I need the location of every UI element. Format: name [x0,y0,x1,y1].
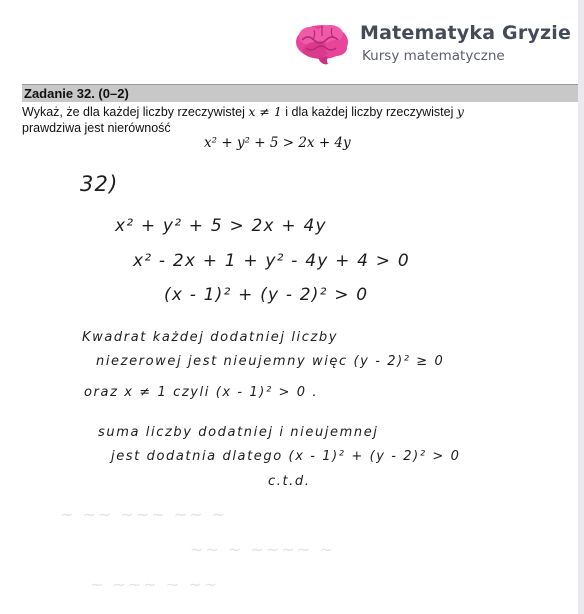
task-variable: y [456,104,464,119]
task-header-bar [22,84,578,102]
solution-qed: c.t.d. [268,474,311,489]
task-inequality: x² + y² + 5 > 2x + 4y [204,135,351,151]
show-through-scribble: ~~ ~ ~~~~ ~ [190,540,335,559]
task-text-b: i dla każdej liczby rzeczywistej [281,105,457,119]
brand-subtitle: Kursy matematyczne [362,48,505,64]
brain-icon [292,20,352,68]
page-edge [578,0,584,614]
show-through-scribble: ~ ~~~ ~ ~~ [90,575,220,594]
solution-text-5: jest dodatnia dlatego (x - 1)² + (y - 2)² > 0 [111,449,461,464]
solution-step-2: x² - 2x + 1 + y² - 4y + 4 > 0 [133,251,410,271]
brand-logo [292,14,582,74]
task-statement-line1 [22,104,464,119]
solution-text-4: suma liczby dodatniej i nieujemnej [98,425,379,440]
brand-title: Matematyka Gryzie [360,22,572,44]
show-through-scribble: ~ ~~ ~~~ ~~ ~ [60,505,227,524]
task-title: Zadanie 32. (0–2) [24,86,129,101]
task-text-a: Wykaż, że dla każdej liczby rzeczywistej [22,105,249,119]
solution-text-3: oraz x ≠ 1 czyli (x - 1)² > 0 . [84,385,319,400]
task-condition: x ≠ 1 [248,104,282,119]
solution-number: 32) [80,172,119,196]
solution-step-1: x² + y² + 5 > 2x + 4y [115,216,327,236]
solution-step-3: (x - 1)² + (y - 2)² > 0 [164,285,369,305]
solution-text-2: niezerowej jest nieujemny więc (y - 2)² ≥ 0 [96,354,445,369]
task-statement-line2: prawdziwa jest nierówność [22,121,171,135]
solution-text-1: Kwadrat każdej dodatniej liczby [82,330,339,345]
